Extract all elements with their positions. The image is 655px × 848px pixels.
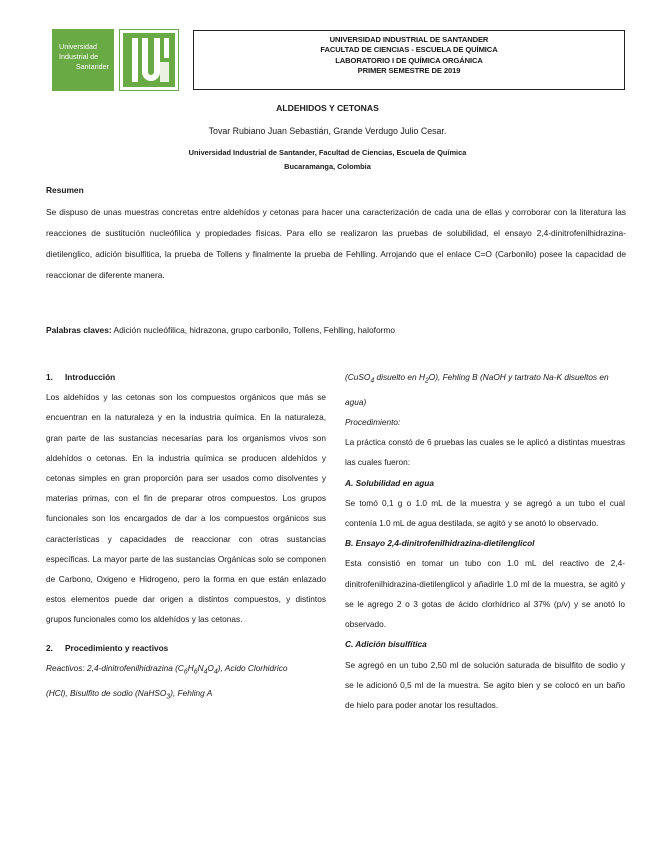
reagents-continued: (CuSO$_4$ disuelto en $H_2O$), Fehling B (NaOH y tartrato Na-K disueltos en agua) <box>345 372 609 407</box>
section-title: Introducción <box>65 372 116 382</box>
test-c-text: Se agregó en un tubo 2,50 ml de solución saturada de bisulfito de sodio y se le adicionó 0,5 ml de la muestra. Se agito bien y se colocó en un baño de hielo para poder anotar los resultados. <box>345 659 625 710</box>
paper-authors: Tovar Rubiano Juan Sebastián, Grande Verdugo Julio Cesar. <box>208 126 447 136</box>
test-a-text: Se tomó 0,1 g o 1.0 mL de la muestra y se agregó a un tubo el cual contenía 1.0 mL de agua destilada, se agitó y se anotó lo observado. <box>345 497 625 529</box>
section-title: Procedimiento y reactivos <box>65 642 169 653</box>
header-line-semester: PRIMER SEMESTRE DE 2019 <box>357 65 461 75</box>
section-procedure-heading <box>46 638 326 658</box>
test-b-text: Esta consistió en tomar un tubo con 1.0 mL del reactivo de 2,4-dinitrofenilhidrazina-dietilenglicol y añadirle 1.0 ml de la muestra, se agitó y se le agrego 2 o 3 gotas de ácido clorhídrico al 37% (p/v) y se anotó lo observado. <box>345 558 625 630</box>
institution-header <box>193 30 625 90</box>
left-column <box>46 367 326 708</box>
header-line-faculty: FACULTAD DE CIENCIAS - ESCUELA DE QUÍMICA <box>320 45 498 55</box>
paper-title: ALDEHIDOS Y CETONAS <box>276 103 379 113</box>
section-number: 2. <box>46 642 53 653</box>
test-c-heading: C. Adición bisulfítica <box>345 639 427 650</box>
keywords <box>46 325 626 335</box>
section-intro-heading <box>46 367 326 387</box>
university-logo-text <box>59 42 111 72</box>
logo-line-2: Industrial de <box>59 52 99 61</box>
intro-paragraph: Los aldehídos y las cetonas son los compuestos orgánicos que más se encuentran en la naturaleza y en la industria química. En la naturaleza, gran parte de las sustancias necesarias para los organismos vivos son aldehídos o cetonas. En la industria química se producen aldehídos y cetonas simples en gran proporción para ser usados como disolventes y materias primas, con el fin de preparar otros compuestos. Los grupos funcionales son los encargados de dar a los compuestos orgánicos sus características y capacidades de reaccionar con otras sustancias específicas. La mayor parte de las sustancias Orgánicas solo se componen de Carbono, Oxigeno e Hidrogeno, pero la forma en que están enlazado estos elementos puede dar origen a distintos compuestos, y distintos grupos funcionales como los aldehídos y las cetonas. <box>46 392 326 625</box>
logo-line-3: Santander <box>75 62 109 71</box>
location-line: Bucaramanga, Colombia <box>284 162 371 171</box>
paper-affiliation <box>0 146 655 174</box>
procedure-intro: La práctica constó de 6 pruebas las cuales se le aplicó a distintas muestras las cuales fueron: <box>345 437 625 468</box>
uis-emblem-graphic <box>120 30 178 90</box>
header-line-lab: LABORATORIO I DE QUÍMICA ORGÁNICA <box>335 55 483 65</box>
abstract-heading: Resumen <box>46 185 84 195</box>
keywords-label: Palabras claves: <box>46 325 112 335</box>
test-a-heading: A. Solubilidad en agua <box>345 477 434 488</box>
test-b-heading: B. Ensayo 2,4-dinitrofenilhidrazina-dietilenglicol <box>345 538 535 549</box>
reagents-text: Reactivos: 2,4-dinitrofenilhidrazina $(C_6H_6N_4O_4)$, Acido Clorhidrico (HCl), Bisulfito de sodio (NaHSO$_3$), Fehling A <box>46 662 288 701</box>
keywords-list: Adición nucleófilica, hidrazona, grupo carbonilo, Tollens, Fehlling, haloformo <box>111 325 396 335</box>
section-number: 1. <box>46 372 53 382</box>
abstract-text: Se dispuso de unas muestras concretas entre aldehídos y cetonas para hacer una caracterización de cada una de ellas y corroborar con la literatura las reacciones de sustitución nucleófilica y propiedades físicas. Para ello se realizaron las pruebas de solubilidad, el ensayo 2,4-dinitrofenilhidrazina-dietilenglico, adición bisulfitica, la prueba de Tollens y finalmente la prueba de Fehlling. Arrojando que el enlace C=O (Carbonilo) posee la capacidad de reaccionar de diferente manera. <box>46 207 626 280</box>
uis-emblem <box>119 29 179 91</box>
header-line-university: UNIVERSIDAD INDUSTRIAL DE SANTANDER <box>329 35 489 44</box>
procedure-label: Procedimiento: <box>345 417 401 428</box>
affiliation-line: Universidad Industrial de Santander, Facultad de Ciencias, Escuela de Química <box>188 148 467 157</box>
right-column <box>345 367 625 715</box>
university-logo <box>52 29 114 91</box>
logo-line-1: Universidad <box>59 42 97 51</box>
